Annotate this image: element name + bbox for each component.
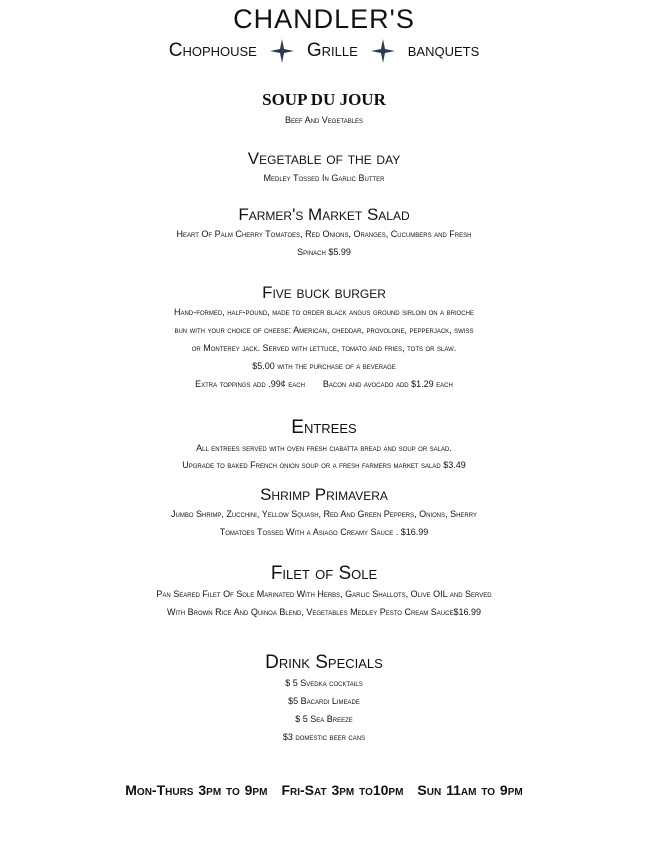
salad-description-line: Heart Of Palm Cherry Tomatoes, Red Onions, Oranges, Cucumbers and Fresh xyxy=(176,229,472,239)
tagline-banquets: banquets xyxy=(407,40,480,61)
salad-description-line: Spinach $5.99 xyxy=(297,247,351,257)
hours-line xyxy=(0,782,648,798)
hours-weekday: Mon-Thurs 3pm to 9pm xyxy=(125,782,268,798)
entrees-section xyxy=(0,417,648,474)
tagline xyxy=(0,38,648,64)
entrees-note-line: All entrees served with oven fresh ciabatta bread and soup or salad. xyxy=(196,443,452,453)
drink-item: $3 domestic beer cans xyxy=(282,732,366,742)
drink-item: $5 Bacardi Limeade xyxy=(288,696,360,706)
entrees-note-line: Upgrade to baked French onion soup or a fresh farmers market salad $3.49 xyxy=(182,460,466,470)
sole-section xyxy=(0,563,648,621)
hours-sunday: Sun 11am to 9pm xyxy=(417,782,523,798)
four-point-star-icon xyxy=(370,38,396,64)
drink-item: $ 5 Sea Breeze xyxy=(295,714,353,724)
vegetable-title: Vegetable of the day xyxy=(247,149,401,168)
soup-section xyxy=(0,90,648,129)
shrimp-description-line: Tomatoes Tossed With a Asiago Creamy Sauce . $16.99 xyxy=(219,527,429,537)
shrimp-description-line: Jumbo Shrimp, Zucchini, Yellow Squash, Red And Green Peppers, Onions, Sherry xyxy=(171,509,477,519)
vegetable-section xyxy=(0,149,648,187)
burger-description-line: $5.00 with the purchase of a beverage xyxy=(252,361,396,371)
tagline-chophouse: Chophouse xyxy=(168,40,257,61)
burger-section xyxy=(0,283,648,393)
burger-description-line: Hand-formed, half-pound, made to order black angus ground sirloin on a brioche xyxy=(174,307,474,317)
shrimp-title: Shrimp Primavera xyxy=(260,485,388,504)
burger-extras xyxy=(0,375,648,393)
drinks-title: Drink Specials xyxy=(265,652,383,673)
drinks-section xyxy=(0,652,648,746)
soup-description: Beef And Vegetables xyxy=(284,115,364,125)
burger-bacon-avocado: Bacon and avocado add $1.29 each xyxy=(322,379,453,389)
hours-weekend: Fri-Sat 3pm to10pm xyxy=(281,782,404,798)
burger-title: Five buck burger xyxy=(262,283,386,302)
sole-description-line: Pan Seared Filet Of Sole Marinated With Herbs, Garlic Shallots, Olive OIL and Served xyxy=(156,589,492,599)
burger-description-line: or Monterey jack. Served with lettuce, tomato and fries, tots or slaw. xyxy=(191,343,457,353)
entrees-title: Entrees xyxy=(291,417,357,438)
drink-item: $ 5 Svedka cocktails xyxy=(285,678,363,688)
shrimp-section xyxy=(0,485,648,541)
brand-title: CHANDLER'S xyxy=(233,4,415,34)
soup-title: SOUP DU JOUR xyxy=(262,90,386,109)
sole-title: Filet of Sole xyxy=(270,563,378,584)
salad-section xyxy=(0,205,648,261)
sole-description-line: With Brown Rice And Quinoa Blend, Vegetables Medley Pesto Cream Sauce$16.99 xyxy=(166,607,482,617)
tagline-grille: Grille xyxy=(306,40,358,61)
burger-description-line: bun with your choice of cheese: American, cheddar, provolone, pepperjack, swiss xyxy=(174,325,474,335)
four-point-star-icon xyxy=(269,38,295,64)
vegetable-description: Medley Tossed In Garlic Butter xyxy=(263,173,385,183)
salad-title: Farmer's Market Salad xyxy=(238,205,410,224)
burger-extra-toppings: Extra toppings add .99¢ each xyxy=(195,379,305,389)
